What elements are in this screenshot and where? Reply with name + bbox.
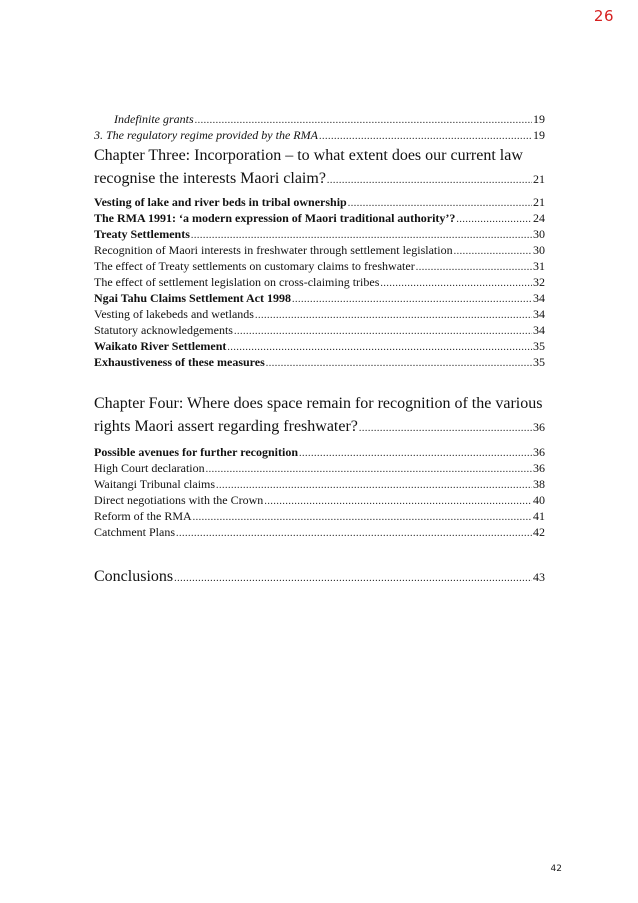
toc-entry[interactable]: [94, 477, 545, 493]
toc-entry-label: Ngai Tahu Claims Settlement Act 1998: [94, 291, 292, 305]
toc-entry-label: Statutory acknowledgements: [94, 323, 233, 337]
toc-entry[interactable]: [94, 307, 545, 323]
toc-entry-page: 19: [533, 112, 545, 126]
toc-entry-page: 35: [533, 339, 545, 353]
toc-entry[interactable]: [94, 461, 545, 477]
footer-page-number: 42: [550, 864, 562, 874]
dot-leader: [193, 509, 532, 525]
toc-entry-page: 35: [533, 355, 545, 369]
toc-entry[interactable]: [94, 509, 545, 525]
toc-entry-label: Catchment Plans: [94, 525, 175, 539]
dot-leader: [195, 112, 532, 128]
toc-entry-page: 30: [533, 243, 545, 257]
toc-entry-page: 34: [533, 291, 545, 305]
toc-entry-page: 31: [533, 259, 545, 273]
toc-entry-page: 41: [533, 509, 545, 523]
toc-entry[interactable]: [94, 195, 545, 211]
toc-entry-label: The effect of settlement legislation on cross-claiming tribes: [94, 275, 380, 289]
toc-entry-label: Exhaustiveness of these measures: [94, 355, 265, 369]
toc-entry-page: 36: [533, 461, 545, 475]
toc-entry[interactable]: [94, 339, 545, 355]
dot-leader: [292, 291, 532, 307]
toc-entry-page: 38: [533, 477, 545, 491]
toc-entry[interactable]: [94, 275, 545, 291]
toc-entry[interactable]: [94, 128, 545, 144]
toc-entry[interactable]: [94, 355, 545, 371]
toc-entry-page: 34: [533, 323, 545, 337]
toc-entry-label: Waitangi Tribunal claims: [94, 477, 216, 491]
toc-conclusions[interactable]: [94, 565, 545, 590]
conclusions-label: Conclusions: [94, 568, 174, 585]
toc-entry-page: 32: [533, 275, 545, 289]
chapter-four-title-line1: Chapter Four: Where does space remain for recognition of the various: [94, 395, 543, 412]
dot-leader: [359, 415, 532, 440]
dot-leader: [380, 275, 532, 291]
toc-entry[interactable]: [94, 112, 545, 128]
chapter-three-title-row: [94, 167, 545, 192]
toc-entry[interactable]: [94, 493, 545, 509]
toc-entry-label: The effect of Treaty settlements on customary claims to freshwater: [94, 259, 415, 273]
toc-pre-section: [94, 112, 545, 144]
chapter-three-title-line2: recognise the interests Maori claim?: [94, 170, 326, 187]
dot-leader: [299, 445, 532, 461]
chapter-three-page: 21: [533, 172, 545, 186]
toc-entry-label: 3. The regulatory regime provided by the RMA: [94, 128, 318, 142]
toc-entry-page: 40: [533, 493, 545, 507]
conclusions-row: [94, 565, 545, 590]
toc-entry-page: 42: [533, 525, 545, 539]
toc-entry-label: Reform of the RMA: [94, 509, 192, 523]
toc-entry[interactable]: [94, 323, 545, 339]
toc-entry-page: 34: [533, 307, 545, 321]
toc-entry[interactable]: [94, 211, 545, 227]
toc-entry-label: Vesting of lakebeds and wetlands: [94, 307, 254, 321]
dot-leader: [176, 525, 532, 541]
dot-leader: [206, 461, 532, 477]
chapter-four-page: 36: [533, 420, 545, 434]
dot-leader: [348, 195, 532, 211]
dot-leader: [255, 307, 532, 323]
dot-leader: [454, 243, 532, 259]
toc-entry-page: 19: [533, 128, 545, 142]
conclusions-page: 43: [533, 570, 545, 584]
chapter-four-title-line2: rights Maori assert regarding freshwater?: [94, 418, 358, 435]
chapter-four-title-row: [94, 415, 545, 440]
toc-entry[interactable]: [94, 525, 545, 541]
toc-entry-label: The RMA 1991: ‘a modern expression of Maori traditional authority’?: [94, 211, 456, 225]
toc-entry-page: 24: [533, 211, 545, 225]
dot-leader: [327, 167, 532, 192]
toc-entry[interactable]: [94, 291, 545, 307]
toc-entry-label: Direct negotiations with the Crown: [94, 493, 264, 507]
toc-entry-label: High Court declaration: [94, 461, 205, 475]
toc-entry-page: 30: [533, 227, 545, 241]
dot-leader: [319, 128, 532, 144]
dot-leader: [216, 477, 532, 493]
toc-chapter-three[interactable]: [94, 144, 545, 192]
dot-leader: [456, 211, 532, 227]
toc-entry-label: Waikato River Settlement: [94, 339, 227, 353]
toc-chapter-four-entries: [94, 445, 545, 541]
toc-entry-label: Vesting of lake and river beds in tribal ownership: [94, 195, 347, 209]
toc-entry-label: Indefinite grants: [114, 112, 194, 126]
dot-leader: [416, 259, 532, 275]
dot-leader: [227, 339, 532, 355]
toc-entry-label: Recognition of Maori interests in freshwater through settlement legislation: [94, 243, 453, 257]
chapter-three-title-line1: Chapter Three: Incorporation – to what extent does our current law: [94, 147, 523, 164]
toc-chapter-three-entries: [94, 195, 545, 371]
dot-leader: [266, 355, 532, 371]
toc-entry-label: Treaty Settlements: [94, 227, 190, 241]
header-page-number: 26: [593, 7, 614, 25]
toc-entry[interactable]: [94, 259, 545, 275]
toc-chapter-four[interactable]: [94, 392, 545, 440]
dot-leader: [191, 227, 532, 243]
toc-entry[interactable]: [94, 445, 545, 461]
toc-entry[interactable]: [94, 243, 545, 259]
toc-entry-page: 21: [533, 195, 545, 209]
toc-entry-label: Possible avenues for further recognition: [94, 445, 298, 459]
dot-leader: [174, 565, 532, 590]
dot-leader: [234, 323, 532, 339]
toc-entry[interactable]: [94, 227, 545, 243]
dot-leader: [264, 493, 532, 509]
toc-entry-page: 36: [533, 445, 545, 459]
